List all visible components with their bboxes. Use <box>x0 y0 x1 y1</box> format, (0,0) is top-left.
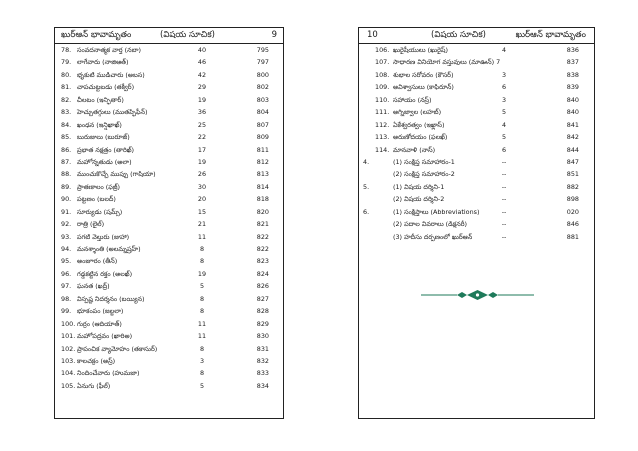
verse-count: 19 <box>197 157 207 166</box>
chapter-number: 89. <box>61 182 72 191</box>
chapter-title: (3) హదీసు దర్పణంలో ఖుర్ఆన్ <box>393 232 473 241</box>
chapter-number: 97. <box>61 282 72 291</box>
chapter-number: 79. <box>61 58 72 67</box>
chapter-number: 99. <box>61 307 72 316</box>
page-ref: 824 <box>256 269 269 278</box>
verse-count: -- <box>501 220 507 229</box>
left-page-header <box>55 28 283 44</box>
toc-row <box>55 355 283 367</box>
page-ref: 847 <box>566 157 579 166</box>
verse-count: 19 <box>197 95 207 104</box>
verse-count: 5 <box>501 133 507 142</box>
chapter-number: 100. <box>61 319 76 328</box>
toc-row <box>55 193 283 205</box>
toc-row <box>359 218 594 230</box>
verse-count: 6 <box>501 145 507 154</box>
chapter-number: 101. <box>61 332 76 341</box>
chapter-title: మహోన్నతుడు (అలా) <box>77 157 132 166</box>
toc-row <box>55 131 283 143</box>
toc-row <box>55 181 283 193</box>
chapter-title: సహాయం (నస్ర్) <box>393 95 432 104</box>
page-number: 10 <box>367 30 378 40</box>
page-ref: 840 <box>566 108 579 117</box>
verse-count: -- <box>501 182 507 191</box>
toc-row <box>55 231 283 243</box>
toc-row <box>359 44 594 56</box>
page-ref: 834 <box>256 381 269 390</box>
chapter-title: గడ్డకట్టిన రక్తం (అలఖ్) <box>77 269 133 278</box>
chapter-title: (1) విషయ దర్శిని-1 <box>393 182 445 191</box>
page-ref: 802 <box>256 83 269 92</box>
right-page-header <box>359 28 594 44</box>
toc-list <box>55 44 283 392</box>
page-ref: 795 <box>256 46 269 54</box>
chapter-title: సాధారణ వినియోగ వస్తువులు (మాఊన్) 7 <box>393 58 501 67</box>
verse-count: 25 <box>197 120 207 129</box>
chapter-number: 92. <box>61 220 72 229</box>
toc-row <box>55 367 283 379</box>
chapter-title: రాత్రి (లైల్) <box>77 220 105 229</box>
chapter-number: 106. <box>375 46 390 54</box>
chapter-title: ఖురైషీయులు (ఖురైష్) <box>393 46 448 54</box>
chapter-number: 86. <box>61 145 72 154</box>
toc-row <box>359 193 594 205</box>
page-ref: 818 <box>256 195 269 204</box>
chapter-number: 80. <box>61 70 72 79</box>
chapter-number: 114. <box>375 145 390 154</box>
toc-row <box>359 69 594 81</box>
verse-count: 5 <box>199 282 205 291</box>
chapter-title: బురుజులు (బురూజ్) <box>77 133 130 142</box>
verse-count: 3 <box>501 95 507 104</box>
page-ref: 830 <box>256 332 269 341</box>
chapter-number: 111. <box>375 108 390 117</box>
verse-count: 8 <box>199 257 205 266</box>
toc-row <box>359 81 594 93</box>
chapter-title: ప్రభాత నక్షత్రం (తారిఖ్) <box>77 145 135 154</box>
toc-row <box>359 94 594 106</box>
toc-row <box>359 206 594 218</box>
chapter-title: మనశ్శాంతి (అలమ్నష్రహ్) <box>77 245 141 253</box>
page-ref: 797 <box>256 58 269 67</box>
chapter-title: అవిశ్వాసులు (కాఫిరూన్) <box>393 83 454 92</box>
toc-row <box>55 218 283 230</box>
section-number: 5. <box>363 182 370 191</box>
toc-row <box>55 243 283 255</box>
page-ref: 821 <box>256 220 269 229</box>
toc-row <box>55 69 283 81</box>
verse-count: 11 <box>197 232 207 241</box>
chapter-number: 84. <box>61 120 72 129</box>
toc-row <box>359 131 594 143</box>
chapter-title: (1) సంక్షిప్తాలు (Abbreviations) <box>393 207 480 216</box>
chapter-title: భూకంపం (జల్జలా) <box>77 307 124 316</box>
toc-row <box>55 380 283 392</box>
toc-row <box>359 231 594 243</box>
book-title: ఖుర్ఆన్ భావామృతం <box>61 30 132 40</box>
chapter-number: 98. <box>61 294 72 303</box>
chapter-title: హెచ్చుతగ్గులు (ముతప్ఫిఫీన్) <box>77 108 148 117</box>
verse-count: 19 <box>197 269 207 278</box>
verse-count: 11 <box>197 319 207 328</box>
page-ref: 831 <box>256 344 269 353</box>
page-ref: 828 <box>256 307 269 316</box>
chapter-number: 85. <box>61 133 72 142</box>
chapter-number: 113. <box>375 133 390 142</box>
chapter-title: ఏకేశ్వరత్వం (ఇఖ్లాస్) <box>393 120 445 129</box>
chapter-title: కాలచక్రం (అస్ర్) <box>77 356 116 365</box>
verse-count: -- <box>501 207 507 216</box>
chapter-number: 88. <box>61 170 72 179</box>
toc-row <box>55 206 283 218</box>
toc-row <box>359 106 594 118</box>
chapter-title: పట్టణం (బలద్) <box>77 195 116 204</box>
chapter-title: మహోపద్రవం (ఖారిఅ) <box>77 332 133 341</box>
verse-count: 15 <box>197 207 207 216</box>
verse-count: 5 <box>501 108 507 117</box>
page-ref: 803 <box>256 95 269 104</box>
toc-row <box>55 56 283 68</box>
toc-row <box>55 94 283 106</box>
chapter-title: (2) విషయ దర్శిని-2 <box>393 195 445 204</box>
left-page <box>54 27 284 419</box>
chapter-title: అరుణోదయం (ఫలఖ్) <box>393 133 448 142</box>
chapter-number: 108. <box>375 70 390 79</box>
chapter-title: సూర్యుడు (షమ్స్) <box>77 207 123 216</box>
page-ref: 820 <box>256 207 269 216</box>
page-ref: 838 <box>566 70 579 79</box>
page-ref: 822 <box>256 232 269 241</box>
chapter-number: 104. <box>61 369 76 378</box>
verse-count: 21 <box>197 220 207 229</box>
chapter-number: 110. <box>375 95 390 104</box>
section-title: (విషయ సూచిక) <box>431 30 486 40</box>
page-ref: 844 <box>566 145 579 154</box>
verse-count: 8 <box>199 245 205 253</box>
chapter-title: ఏనుగు (ఫీల్) <box>77 381 111 390</box>
chapter-number: 102. <box>61 344 76 353</box>
toc-row <box>359 56 594 68</box>
chapter-number: 103. <box>61 356 76 365</box>
verse-count: -- <box>501 232 507 241</box>
page-ref: 823 <box>256 257 269 266</box>
verse-count: 4 <box>501 120 507 129</box>
toc-row <box>359 119 594 131</box>
ornament-divider <box>359 290 595 300</box>
verse-count: -- <box>501 170 507 179</box>
chapter-title: భృకుటి ముడిచారు (అబస) <box>77 70 145 79</box>
page-ref: 898 <box>566 195 579 204</box>
toc-row <box>359 181 594 193</box>
chapter-title: ఘనత (ఖద్ర్) <box>77 282 110 291</box>
page-ref: 814 <box>256 182 269 191</box>
verse-count: -- <box>501 195 507 204</box>
chapter-number: 82. <box>61 95 72 104</box>
book-title: ఖుర్ఆన్ భావామృతం <box>515 30 586 40</box>
chapter-title: లాగేవారు (నాజిఆత్) <box>77 58 129 67</box>
page-ref: 837 <box>566 58 579 67</box>
page-ref: 833 <box>256 369 269 378</box>
verse-count: 36 <box>197 108 207 117</box>
verse-count: 26 <box>197 170 207 179</box>
toc-row <box>55 343 283 355</box>
page-ref: 812 <box>256 157 269 166</box>
page-ref: 846 <box>566 220 579 229</box>
page-ref: 851 <box>566 170 579 179</box>
section-number: 4. <box>363 157 370 166</box>
page-ref: 826 <box>256 282 269 291</box>
verse-count: -- <box>501 157 507 166</box>
verse-count: 8 <box>199 344 205 353</box>
chapter-number: 96. <box>61 269 72 278</box>
verse-count: 8 <box>199 369 205 378</box>
chapter-title: శుభాల సరోవరం (కౌసర్) <box>393 70 454 79</box>
chapter-title: (2) సంక్షిప్త సమాహారం-2 <box>393 170 455 179</box>
chapter-number: 83. <box>61 108 72 117</box>
verse-count: 4 <box>501 46 507 54</box>
verse-count: 29 <box>197 83 207 92</box>
page-ref: 020 <box>566 207 579 216</box>
chapter-title: ప్రాతఃకాలం (ఫజ్ర్) <box>77 182 120 191</box>
chapter-number: 91. <box>61 207 72 216</box>
chapter-title: విస్పష్ట నిదర్శనం (బయ్యిన) <box>77 294 145 303</box>
toc-row <box>359 168 594 180</box>
toc-row <box>55 44 283 56</box>
chapter-title: (2) పదాల వివరాలు (డిక్షనరీ) <box>393 220 468 229</box>
verse-count: 3 <box>501 70 507 79</box>
chapter-title: పగటి వెల్తురు (జుహా) <box>77 232 130 241</box>
section-title: (విషయ సూచిక) <box>160 30 215 40</box>
verse-count: 5 <box>199 381 205 390</box>
toc-row <box>55 293 283 305</box>
page-ref: 822 <box>256 245 269 253</box>
page-ref: 827 <box>256 294 269 303</box>
page-ref: 804 <box>256 108 269 117</box>
toc-row <box>55 280 283 292</box>
page-ref: 881 <box>566 232 579 241</box>
verse-count: 3 <box>199 356 205 365</box>
toc-row <box>359 144 594 156</box>
page-ref: 839 <box>566 83 579 92</box>
chapter-number: 105. <box>61 381 76 390</box>
toc-row <box>359 156 594 168</box>
chapter-number: 81. <box>61 83 72 92</box>
chapter-title: అంజూరం (తీన్) <box>77 257 118 266</box>
toc-row <box>55 144 283 156</box>
chapter-number: 95. <box>61 257 72 266</box>
chapter-title: గుర్రం (ఆదియాత్) <box>77 319 122 328</box>
verse-count: 8 <box>199 294 205 303</box>
verse-count: 11 <box>197 332 207 341</box>
verse-count: 20 <box>197 195 207 204</box>
page-ref: 811 <box>256 145 269 154</box>
page-ref: 842 <box>566 133 579 142</box>
toc-row <box>55 330 283 342</box>
toc-list <box>359 44 594 243</box>
chapter-number: 109. <box>375 83 390 92</box>
page-ref: 813 <box>256 170 269 179</box>
verse-count: 8 <box>199 307 205 316</box>
verse-count: 40 <box>197 46 207 54</box>
toc-row <box>55 255 283 267</box>
page-ref: 809 <box>256 133 269 142</box>
page-ref: 832 <box>256 356 269 365</box>
page-ref: 836 <box>566 46 579 54</box>
chapter-number: 94. <box>61 245 72 253</box>
toc-row <box>55 106 283 118</box>
verse-count: 42 <box>197 70 207 79</box>
chapter-number: 112. <box>375 120 390 129</box>
chapter-title: సంవదనాత్మక వార్త (నబా) <box>77 46 141 54</box>
toc-row <box>55 168 283 180</box>
right-page <box>358 27 595 419</box>
section-number: 6. <box>363 207 370 216</box>
chapter-number: 93. <box>61 232 72 241</box>
toc-row <box>55 156 283 168</box>
verse-count: 22 <box>197 133 207 142</box>
verse-count: 46 <box>197 58 207 67</box>
chapter-title: ఖంఢన (ఇన్షిఖాఖ్) <box>77 120 122 129</box>
verse-count: 17 <box>197 145 207 154</box>
chapter-title: చీలటం (ఇన్ఫితార్) <box>77 95 124 104</box>
page-ref: 841 <box>566 120 579 129</box>
chapter-number: 107. <box>375 58 390 67</box>
verse-count: 30 <box>197 182 207 191</box>
chapter-title: (1) సంక్షిప్త సమాహారం-1 <box>393 157 455 166</box>
chapter-title: మానవాళి (నాస్) <box>393 145 436 154</box>
chapter-title: ముంచుకొచ్చే ముప్పు (గాషియా) <box>77 170 156 179</box>
page-ref: 882 <box>566 182 579 191</box>
page-ref: 840 <box>566 95 579 104</box>
toc-row <box>55 305 283 317</box>
toc-row <box>55 81 283 93</box>
chapter-title: ప్రాపంచిక వ్యామోహం (తకాసుర్) <box>77 344 158 353</box>
chapter-title: చాపచుట్టబడు (తక్వీర్) <box>77 83 135 92</box>
page-ref: 807 <box>256 120 269 129</box>
chapter-title: అగ్నిజ్వాల (లహబ్) <box>393 108 442 117</box>
chapter-number: 90. <box>61 195 72 204</box>
page-number: 9 <box>271 30 277 40</box>
verse-count: 6 <box>501 83 507 92</box>
toc-row <box>55 318 283 330</box>
toc-row <box>55 268 283 280</box>
chapter-title: నిందించేవారు (హుమజా) <box>77 369 140 378</box>
toc-row <box>55 119 283 131</box>
page-ref: 829 <box>256 319 269 328</box>
chapter-number: 87. <box>61 157 72 166</box>
page-ref: 800 <box>256 70 269 79</box>
chapter-number: 78. <box>61 46 72 54</box>
